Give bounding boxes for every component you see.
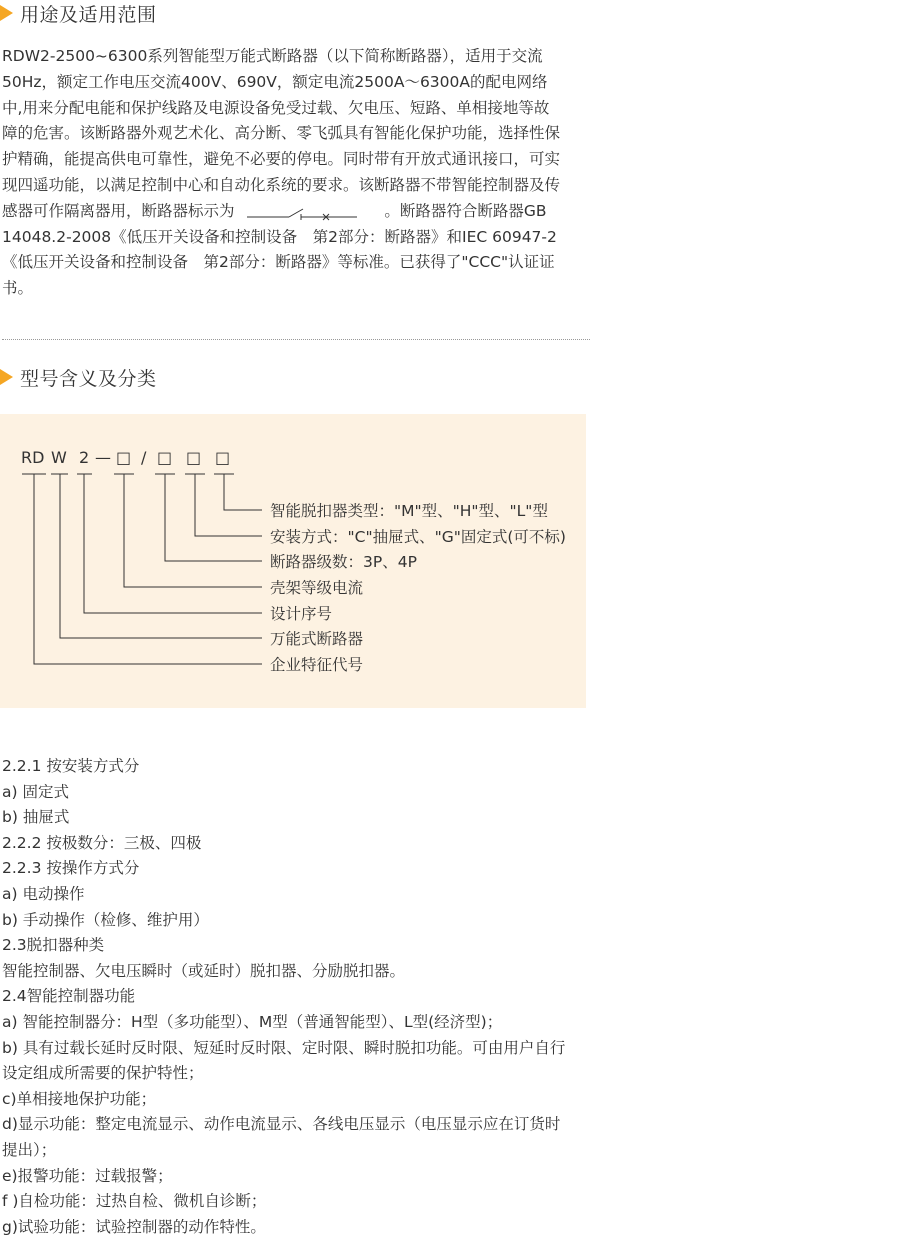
para-line: 50Hz，额定工作电压交流400V、690V，额定电流2500A～6300A的配电网络 [2, 72, 548, 91]
list-item: 2.2.3 按操作方式分 [2, 859, 140, 878]
para-line: 书。 [2, 279, 34, 298]
label-frame-current: 壳架等级电流 [270, 579, 364, 597]
label-design-no: 设计序号 [270, 605, 333, 623]
dotted-divider [2, 339, 590, 340]
triangle-bullet-icon [0, 369, 13, 385]
label-enterprise: 企业特征代号 [270, 656, 364, 674]
para-line: 障的危害。该断路器外观艺术化、高分断、零飞弧具有智能化保护功能，选择性保 [2, 124, 561, 143]
section-header-model [0, 364, 157, 390]
model-code-diagram [0, 414, 586, 708]
list-item: 2.3脱扣器种类 [2, 936, 105, 955]
code-series: 2 [79, 448, 90, 467]
code-slash: / [141, 448, 147, 467]
code-box-trip: □ [215, 448, 231, 467]
list-item: 2.2.2 按极数分：三极、四极 [2, 833, 202, 852]
list-item: 2.4智能控制器功能 [2, 987, 136, 1006]
para-line: 中,用来分配电能和保护线路及电源设备免受过载、欠电压、短路、单相接地等故 [2, 98, 550, 117]
list-item: 智能控制器、欠电压瞬时（或延时）脱扣器、分励脱扣器。 [2, 961, 406, 980]
code-dash: — [95, 448, 111, 467]
list-item: e)报警功能：过载报警； [2, 1166, 173, 1185]
list-item: b) 具有过载长延时反时限、短延时反时限、定时限、瞬时脱扣功能。可由用户自行 [2, 1038, 566, 1057]
section-title: 型号含义及分类 [20, 367, 157, 390]
code-box-mount: □ [186, 448, 202, 467]
list-item: 2.2.1 按安装方式分 [2, 757, 140, 775]
para-line-with-symbol [2, 199, 590, 225]
code-w: W [51, 448, 67, 467]
para-line: 《低压开关设备和控制设备 第2部分：断路器》等标准。已获得了"CCC"认证证 [2, 253, 555, 272]
list-item: a) 智能控制器分：H型（多功能型）、M型（普通智能型）、L型(经济型)； [2, 1012, 503, 1031]
list-item: b) 抽屉式 [2, 808, 70, 827]
code-box-current: □ [116, 448, 132, 467]
classification-list [2, 754, 592, 1240]
label-trip-type: 智能脱扣器类型："M"型、"H"型、"L"型 [270, 502, 548, 520]
list-item: b) 手动操作（检修、维护用） [2, 910, 209, 929]
list-item: c)单相接地保护功能； [2, 1089, 157, 1108]
para-text: 。断路器符合断路器GB [384, 201, 547, 220]
list-item: d)显示功能：整定电流显示、动作电流显示、各线电压显示（电压显示应在订货时 [2, 1115, 561, 1134]
code-rd: RD [21, 448, 45, 467]
label-universal: 万能式断路器 [270, 630, 364, 648]
para-line: 14048.2-2008《低压开关设备和控制设备 第2部分：断路器》和IEC 60947-2 [2, 227, 557, 246]
para-line: 现四遥功能，以满足控制中心和自动化系统的要求。该断路器不带智能控制器及传 [2, 175, 561, 194]
para-line: 护精确，能提高供电可靠性，避免不必要的停电。同时带有开放式通讯接口，可实 [2, 150, 561, 169]
list-item: 提出）； [2, 1140, 57, 1159]
list-item: a) 固定式 [2, 782, 69, 801]
list-item: g)试验功能：试验控制器的动作特性。 [2, 1217, 266, 1236]
list-item: a) 电动操作 [2, 884, 85, 903]
triangle-bullet-icon [0, 5, 13, 21]
list-item: f )自检功能：过热自检、微机自诊断； [2, 1192, 267, 1211]
section-header-usage [0, 0, 157, 26]
code-box-poles: □ [157, 448, 173, 467]
label-poles: 断路器级数：3P、4P [270, 553, 417, 571]
para-line: RDW2-2500~6300系列智能型万能式断路器（以下简称断路器），适用于交流 [2, 47, 543, 65]
breaker-symbol-icon [239, 204, 379, 218]
label-mount-type: 安装方式："C"抽屉式、"G"固定式(可不标) [270, 528, 566, 546]
section-title: 用途及适用范围 [20, 3, 157, 26]
para-text: 感器可作隔离器用，断路器标示为 [2, 201, 235, 220]
usage-paragraph [2, 44, 590, 302]
list-item: 设定组成所需要的保护特性； [2, 1064, 204, 1083]
